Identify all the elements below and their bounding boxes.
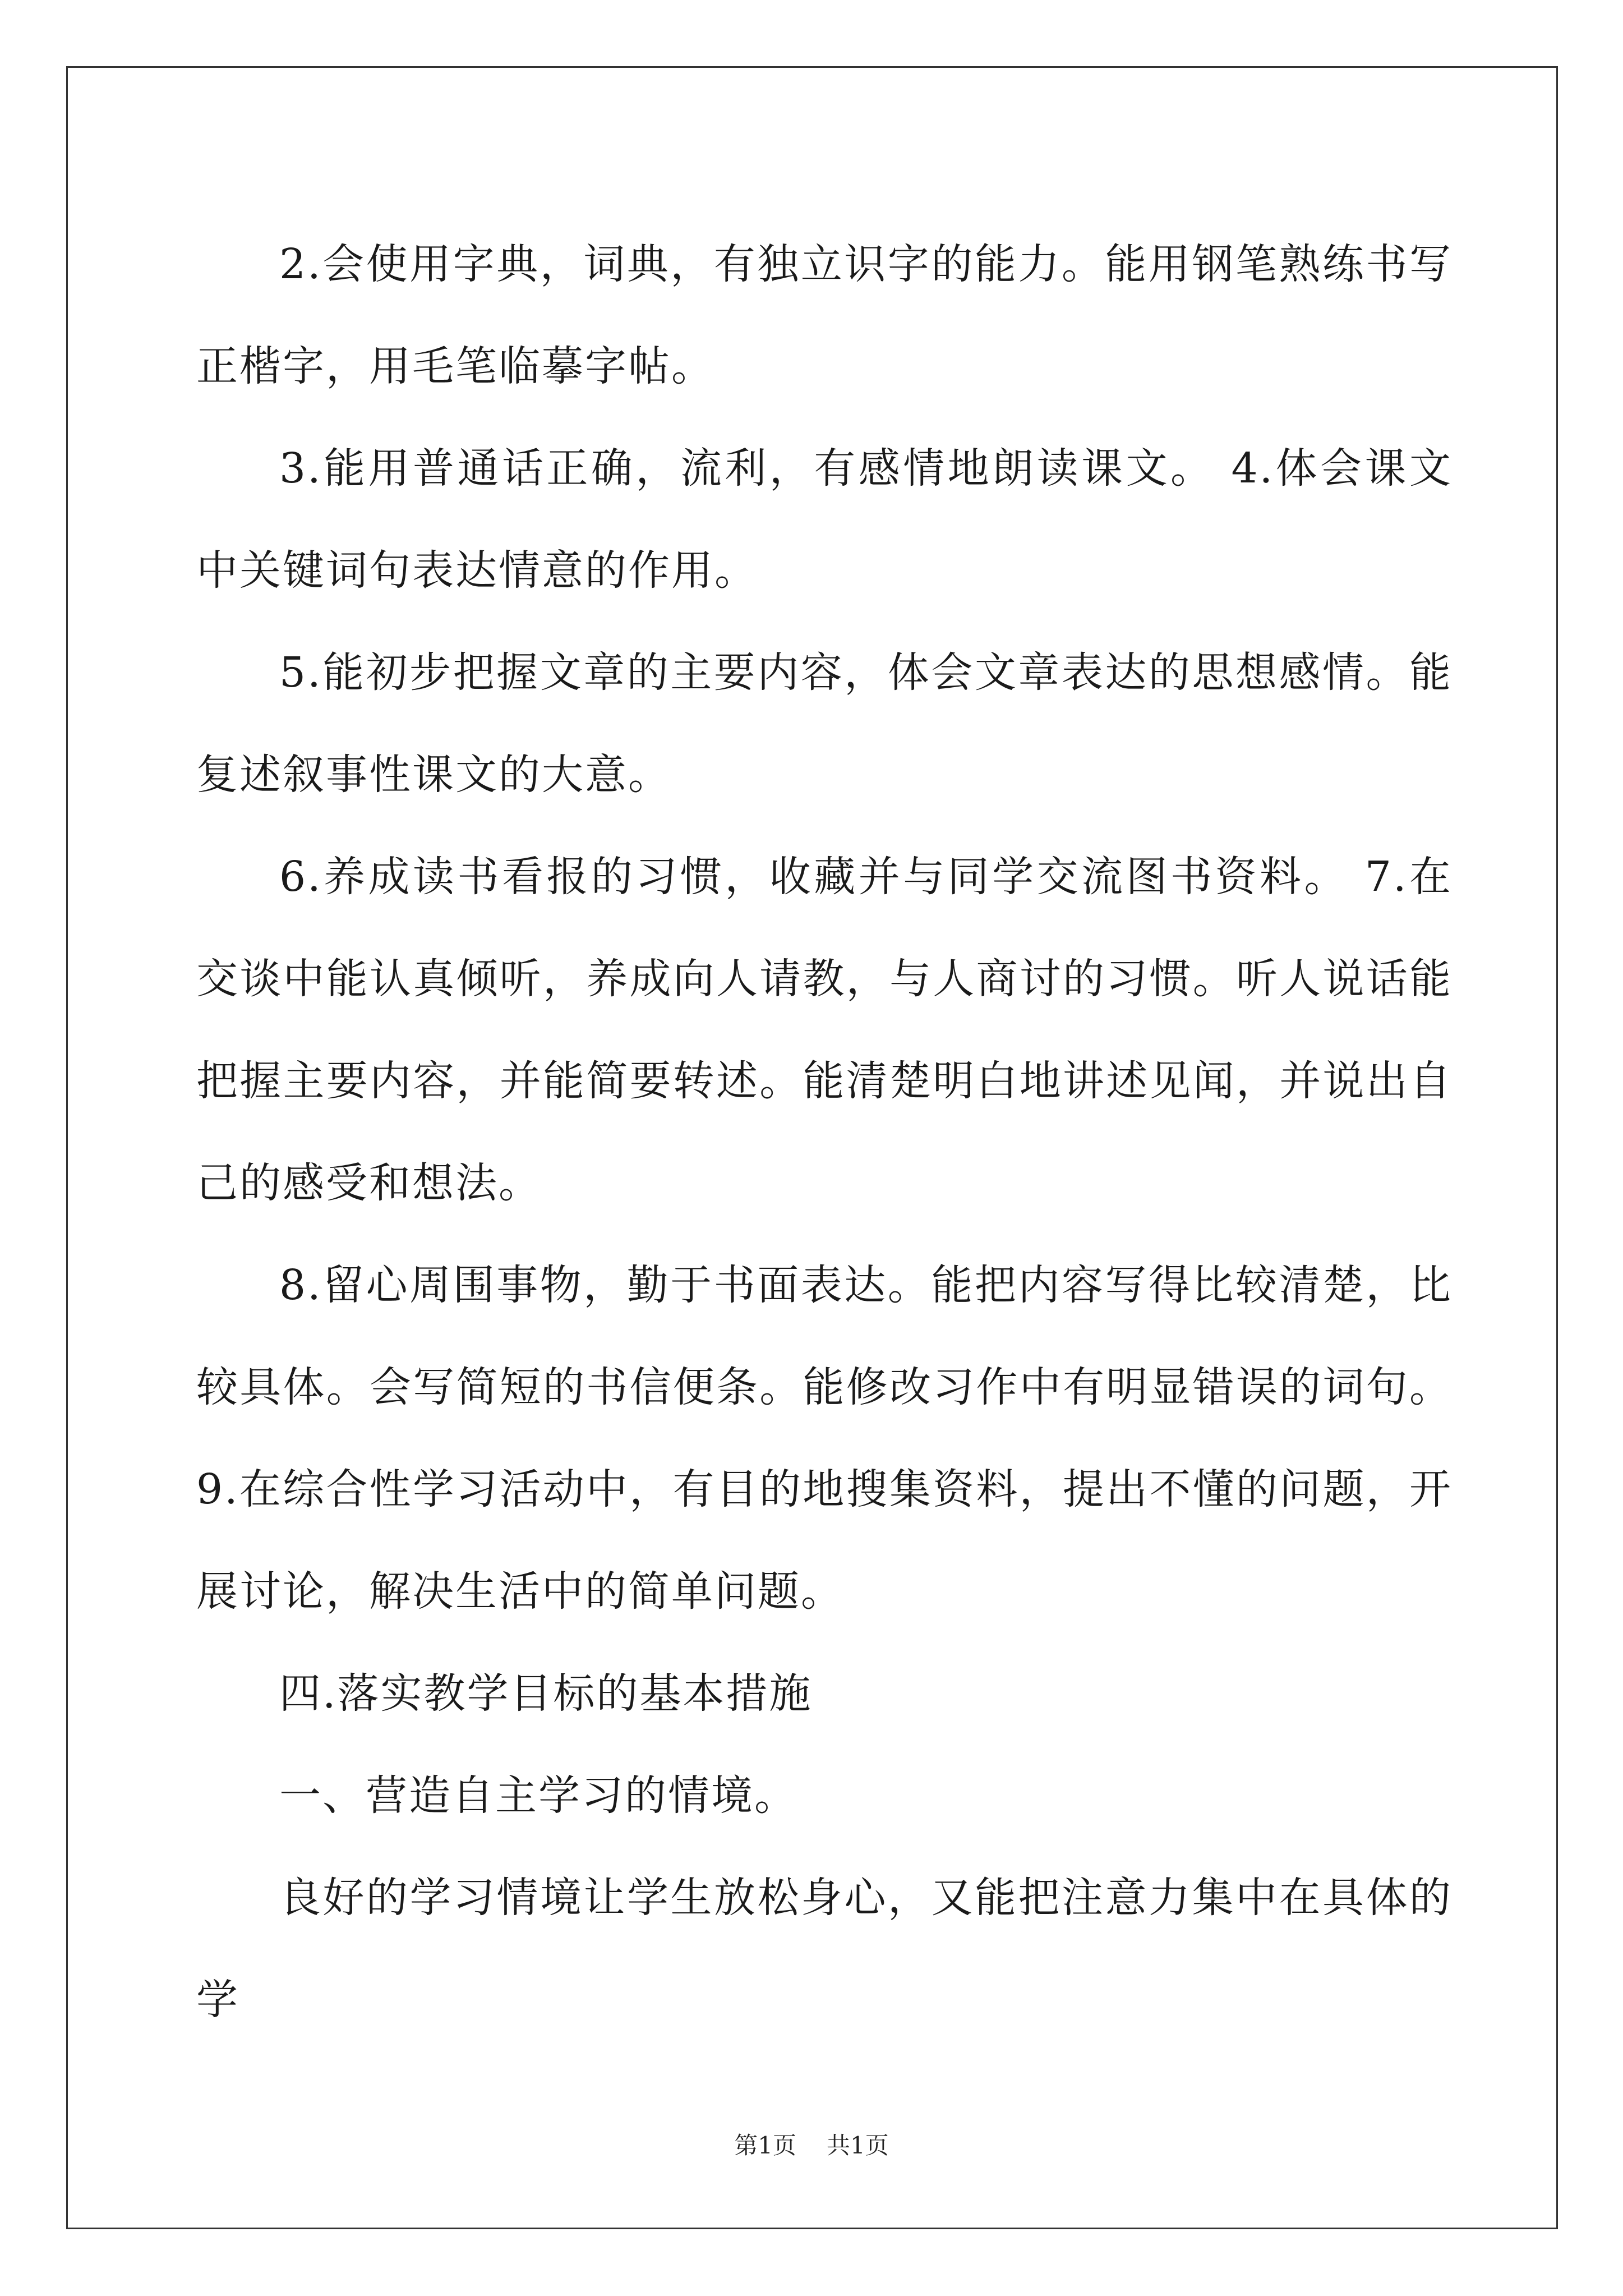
page-total: 共1页 [827, 2132, 889, 2159]
paragraph-item-3-4: 3.能用普通话正确，流利，有感情地朗读课文。 4.体会课文中关键词句表达情意的作用。 [196, 444, 1453, 595]
subsection-heading: 一、营造自主学习的情境。 [279, 1772, 797, 1820]
paragraph-item-6-7: 6.养成读书看报的习惯，收藏并与同学交流图书资料。 7.在交谈中能认真倾听，养成向人请教，与人商讨的习惯。听人说话能把握主要内容，并能简要转述。能清楚明白地讲述见闻，并说出自己的感受和想法。 [196, 853, 1453, 1207]
paragraph-item-8-9: 8.留心周围事物，勤于书面表达。能把内容写得比较清楚，比较具体。会写简短的书信便条。能修改习作中有明显错误的词句。 9.在综合性学习活动中，有目的地搜集资料，提出不懂的问题，开展讨论，解决生活中的简单问题。 [196, 1261, 1453, 1616]
paragraph-body: 良好的学习情境让学生放松身心，又能把注意力集中在具体的学 [196, 1874, 1453, 2024]
section-heading-measures: 四.落实教学目标的基本措施 [279, 1669, 813, 1718]
page-footer [0, 2127, 1623, 2161]
page-number: 第1页 [734, 2132, 796, 2159]
paragraph-item-5: 5.能初步把握文章的主要内容，体会文章表达的思想感情。能复述叙事性课文的大意。 [196, 648, 1453, 799]
document-body [196, 213, 1453, 2051]
paragraph-item-2: 2.会使用字典，词典，有独立识字的能力。能用钢笔熟练书写正楷字，用毛笔临摹字帖。 [196, 240, 1453, 390]
